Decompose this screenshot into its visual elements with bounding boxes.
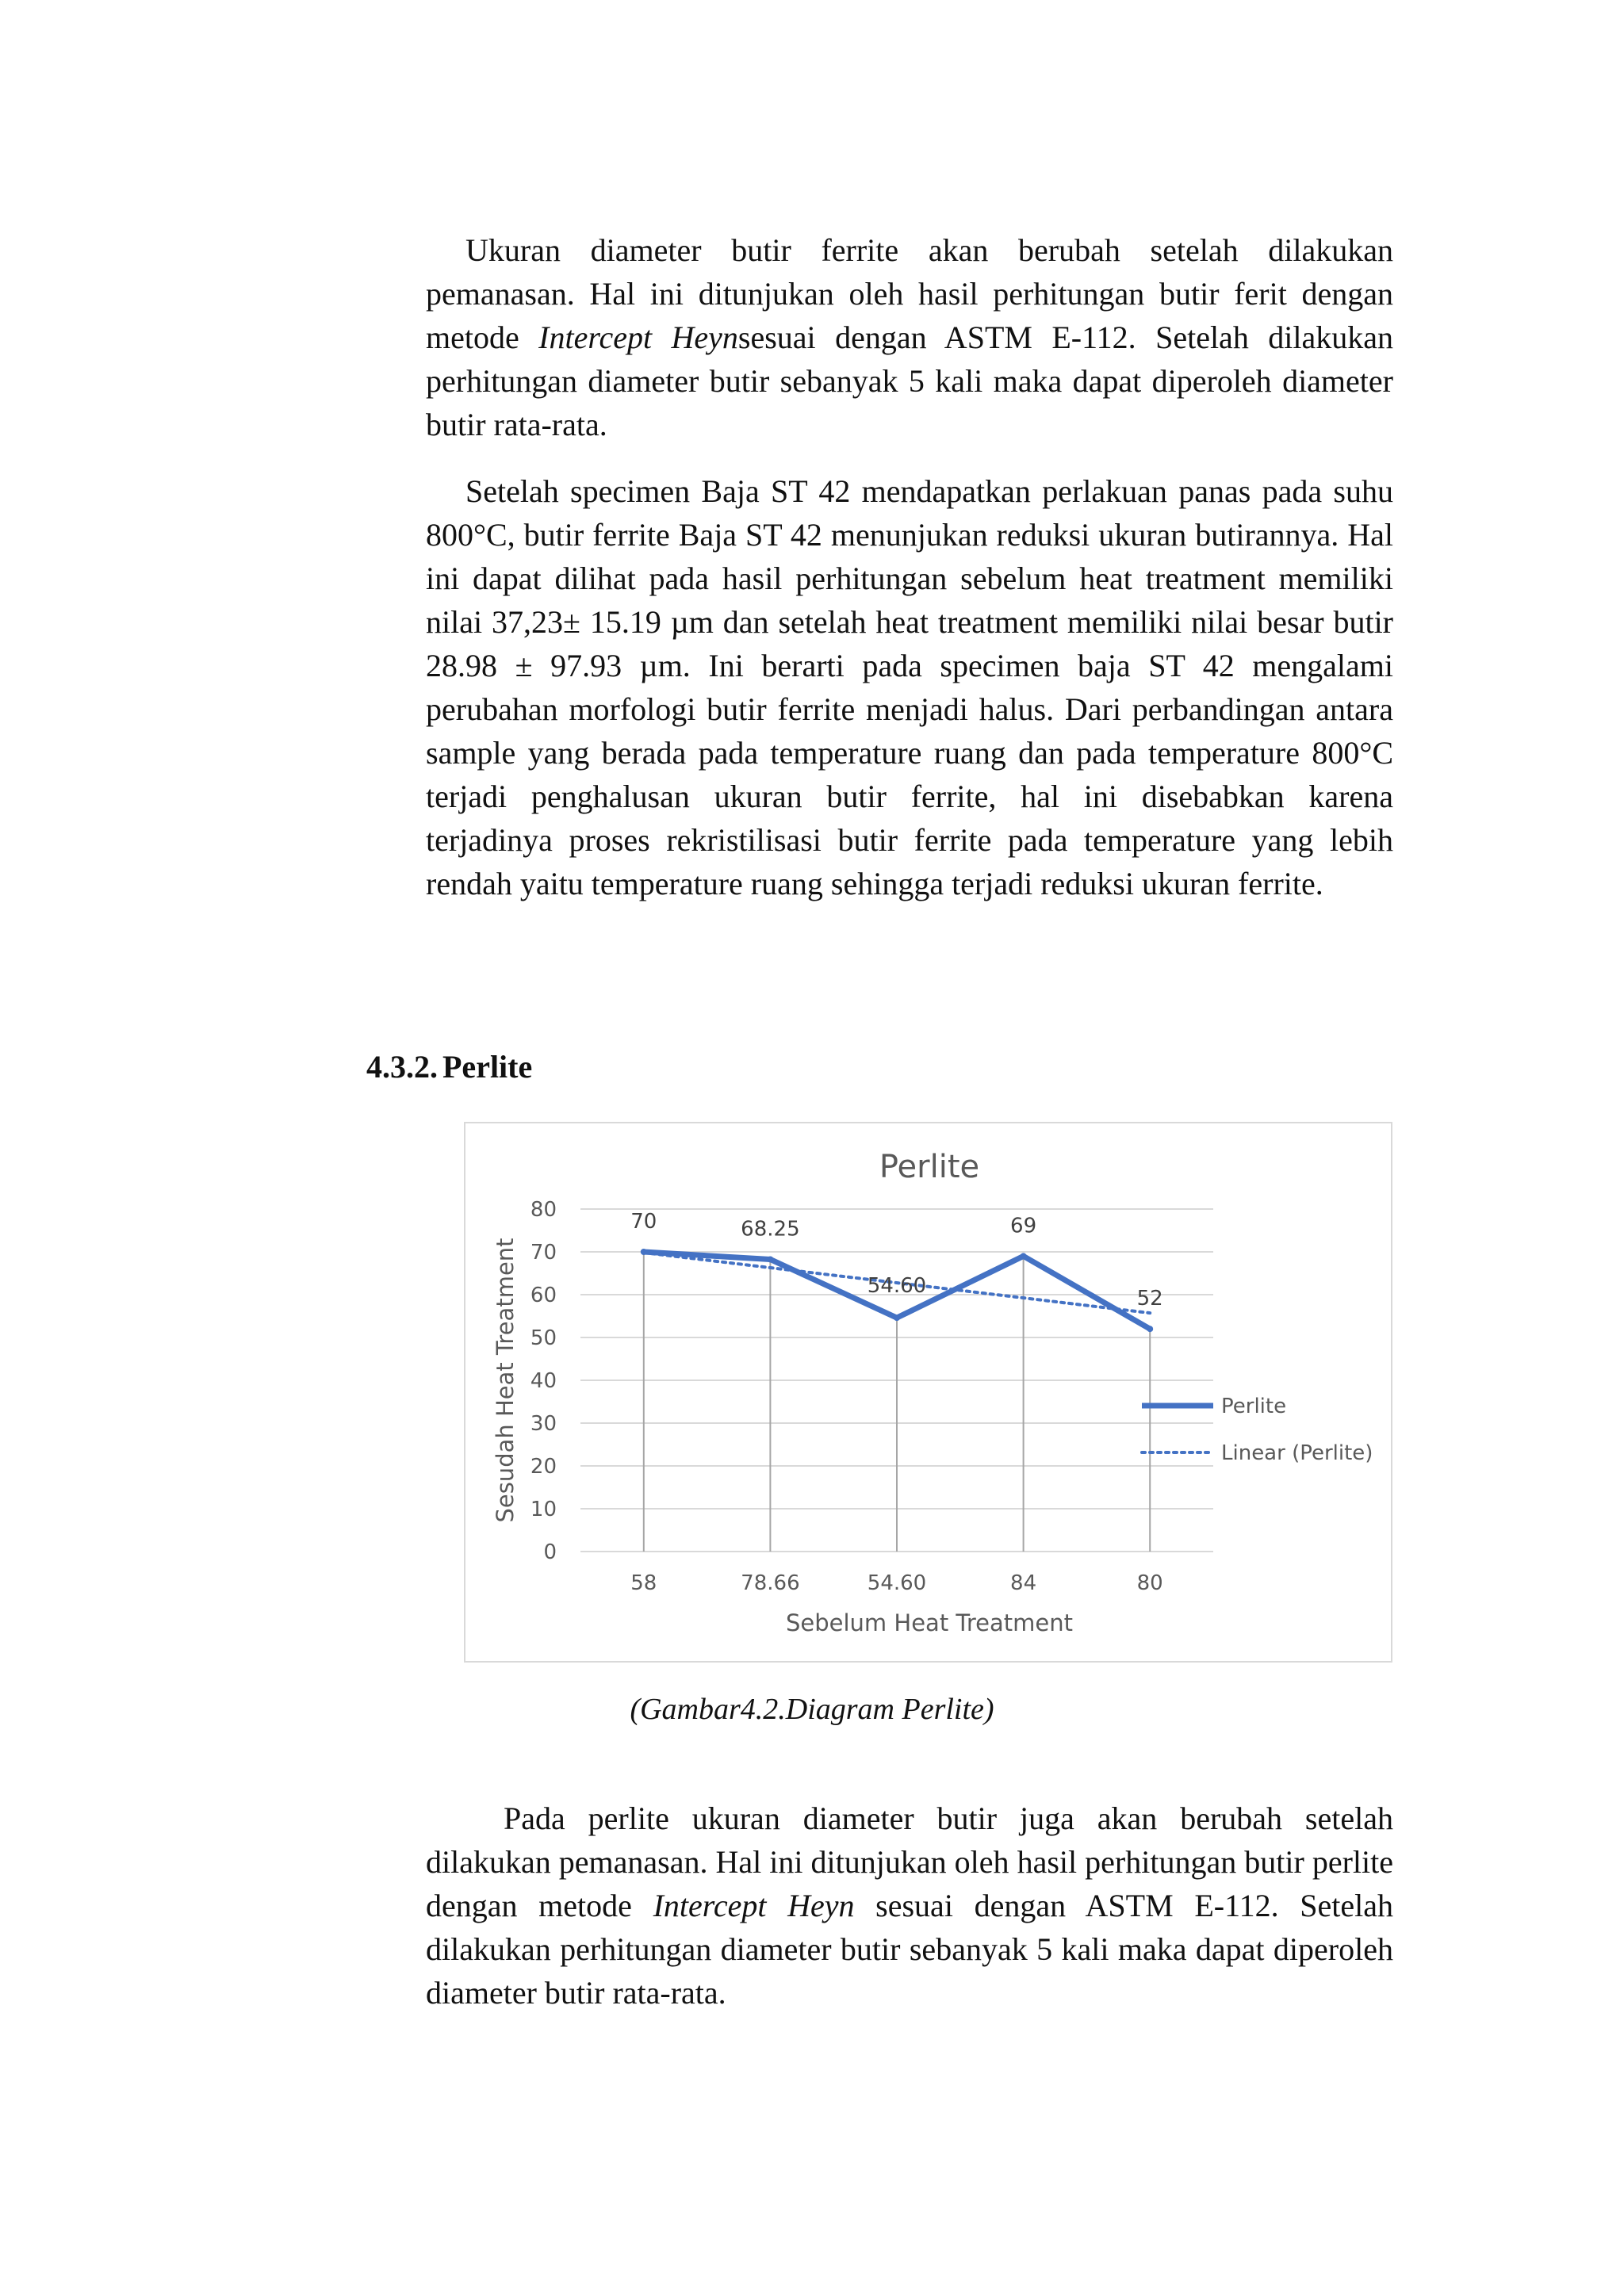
x-axis-title: Sebelum Heat Treatment [786,1609,1073,1636]
paragraph-text: sesuai dengan ASTM E-112. Setelah dilakukan perhitungan diameter butir sebanyak 5 kali maka dapat diperoleh diameter butir rata-rata. [426,320,1393,442]
paragraph-text: Ukuran diameter butir ferrite akan berubah setelah dilakukan pemanasan. Hal ini ditunjukan oleh hasil perhitungan butir ferit dengan metode [426,232,1393,355]
data-label: 52 [1136,1287,1163,1311]
y-tick-label: 30 [530,1412,557,1436]
y-tick-label: 80 [530,1198,557,1222]
data-label: 70 [630,1210,657,1234]
data-point [894,1314,900,1321]
data-point [1021,1253,1027,1259]
data-label: 54.60 [867,1274,927,1299]
x-tick-label: 78.66 [741,1571,800,1595]
perlite-chart [464,1122,1392,1663]
paragraph-italic-term: Intercept Heyn [653,1888,855,1923]
data-label: 68.25 [741,1217,800,1242]
paragraph-perlite-intro [426,1797,1393,2015]
data-point [767,1256,773,1262]
legend-label-perlite: Perlite [1221,1395,1287,1418]
data-point [1147,1326,1153,1332]
y-tick-label: 60 [530,1284,557,1307]
paragraph-ferrite-result: Setelah specimen Baja ST 42 mendapatkan perlakuan panas pada suhu 800°C, butir ferrite Baja ST 42 menunjukan reduksi ukuran butirannya. Hal ini dapat dilihat pada hasil perhitungan sebelum heat treatment memiliki nilai 37,23± 15.19 µm dan setelah heat treatment memiliki nilai besar butir 28.98 ± 97.93 µm. Ini berarti pada specimen baja ST 42 mengalami perubahan morfologi butir ferrite menjadi halus. Dari perbandingan antara sample yang berada pada temperature ruang dan pada temperature 800°C terjadi penghalusan ukuran butir ferrite, hal ini disebabkan karena terjadinya proses rekristilisasi butir ferrite pada temperature yang lebih rendah yaitu temperature ruang sehingga terjadi reduksi ukuran ferrite. [426,473,1393,901]
paragraph-text: sesuai dengan ASTM E-112. Setelah dilakukan perhitungan diameter butir sebanyak 5 kali maka dapat diperoleh diameter butir rata-rata. [426,1888,1393,2011]
y-tick-label: 70 [530,1241,557,1265]
y-tick-label: 10 [530,1498,557,1521]
x-tick-label: 84 [1010,1571,1037,1595]
x-tick-label: 58 [630,1571,657,1595]
section-heading [366,1045,532,1089]
x-tick-label: 54.60 [867,1571,927,1595]
data-point [641,1249,647,1255]
y-tick-label: 40 [530,1369,557,1393]
section-number: 4.3.2. [366,1049,438,1085]
paragraph-italic-term: Intercept Heyn [538,320,738,355]
data-label: 69 [1010,1214,1037,1238]
legend-label-trendline: Linear (Perlite) [1221,1441,1373,1465]
y-tick-label: 50 [530,1326,557,1350]
figure-caption: (Gambar4.2.Diagram Perlite) [630,1693,994,1726]
y-tick-label: 20 [530,1455,557,1479]
paragraph-text: Pada perlite ukuran diameter butir juga akan berubah setelah dilakukan pemanasan. Hal ini ditunjukan oleh hasil perhitungan butir perlite dengan metode [426,1800,1393,1923]
y-axis-title: Sesudah Heat Treatment [492,1238,519,1523]
x-tick-label: 80 [1136,1571,1163,1595]
y-tick-label: 0 [543,1540,557,1564]
chart-title: Perlite [879,1149,980,1185]
section-title: Perlite [442,1049,533,1085]
paragraph-ferrite-intro [426,228,1393,446]
perlite-chart-svg [465,1123,1394,1664]
